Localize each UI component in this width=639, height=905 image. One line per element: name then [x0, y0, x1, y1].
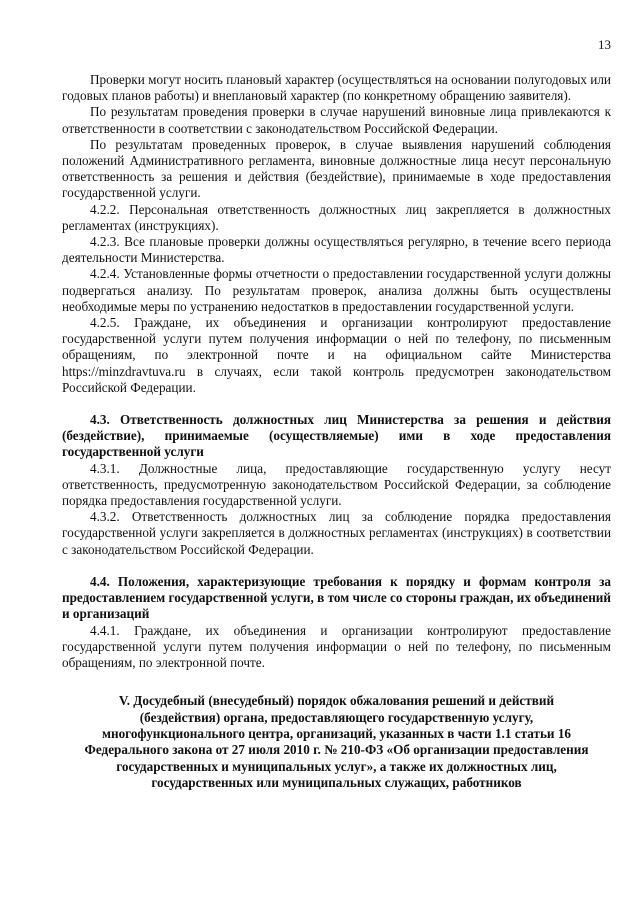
paragraph: По результатам проведения проверки в случае нарушений виновные лица привлекаются к ответственности в соответствии с законодательством Российской Федерации. [62, 104, 611, 136]
paragraph: 4.3.2. Ответственность должностных лиц за соблюдение порядка предоставления государственной услуги закрепляется в должностных регламентах (инструкциях) в соответствии с законодательством Российской Федерации. [62, 509, 611, 557]
chapter-5-heading [62, 693, 611, 791]
section-heading: 4.4. Положения, характеризующие требования к порядку и формам контроля за предоставлением государственной услуги, в том числе со стороны граждан, их объединений и организаций [62, 573, 611, 622]
page-content [62, 72, 611, 792]
paragraph: 4.2.2. Персональная ответственность должностных лиц закрепляется в должностных регламентах (инструкциях). [62, 201, 611, 233]
section-4-4 [62, 574, 611, 671]
chapter-heading-line: многофункционального центра, организаций, указанных в части 1.1 статьи 16 [101, 725, 572, 741]
paragraph: 4.2.4. Установленные формы отчетности о предоставлении государственной услуги должны подвергаться анализу. По результатам проверок, анализа должны быть осуществлены необходимые меры по устранению недостатков в предоставлении государственной услуги. [62, 266, 611, 314]
chapter-heading-line: государственных и муниципальных услуг», а также их должностных лиц, [116, 758, 557, 774]
chapter-heading-line: государственных или муниципальных служащих, работников [151, 775, 522, 791]
section-4-3 [62, 412, 611, 558]
paragraph: 4.2.5. Граждане, их объединения и организации контролируют предоставление государственной услуги путем получения информации о ней по телефону, по письменным обращениям, по электронной почте и на официальном сайте Министерства https://minzdravtuva.ru в случаях, если такой контроль предусмотрен законодательством Российской Федерации. [62, 315, 611, 395]
section-heading: 4.3. Ответственность должностных лиц Министерства за решения и действия (бездействие), принимаемые (осуществляемые) ими в ходе предоставления государственной услуги [62, 412, 611, 460]
paragraph: 4.2.3. Все плановые проверки должны осуществляться регулярно, в течение всего периода деятельности Министерства. [62, 234, 611, 266]
page-number: 13 [598, 37, 611, 52]
paragraph: 4.4.1. Граждане, их объединения и организации контролируют предоставление государственной услуги путем получения информации о ней по телефону, по письменным обращениям, по электронной почте. [62, 622, 611, 670]
paragraph: 4.3.1. Должностные лица, предоставляющие государственную услугу несут ответственность, предусмотренную законодательством Российской Федерации, за соблюдение порядка предоставления государственной услуги. [62, 460, 611, 509]
paragraph: Проверки могут носить плановый характер (осуществляться на основании полугодовых или годовых планов работы) и внеплановый характер (по конкретному обращению заявителя). [62, 72, 611, 104]
chapter-heading-line: V. Досудебный (внесудебный) порядок обжалования решений и действий [118, 693, 555, 709]
paragraphs-top [62, 72, 611, 396]
paragraph: По результатам проведенных проверок, в случае выявления нарушений соблюдения положений Административного регламента, виновные должностные лица несут персональную ответственность за решения и действия (бездействие), принимаемые в ходе предоставления государственной услуги. [62, 136, 611, 201]
chapter-heading-line: (бездействия) органа, предоставляющего государственную услугу, [139, 709, 534, 725]
chapter-heading-line: Федерального закона от 27 июля 2010 г. № 210-ФЗ «Об организации предоставления [84, 742, 589, 758]
